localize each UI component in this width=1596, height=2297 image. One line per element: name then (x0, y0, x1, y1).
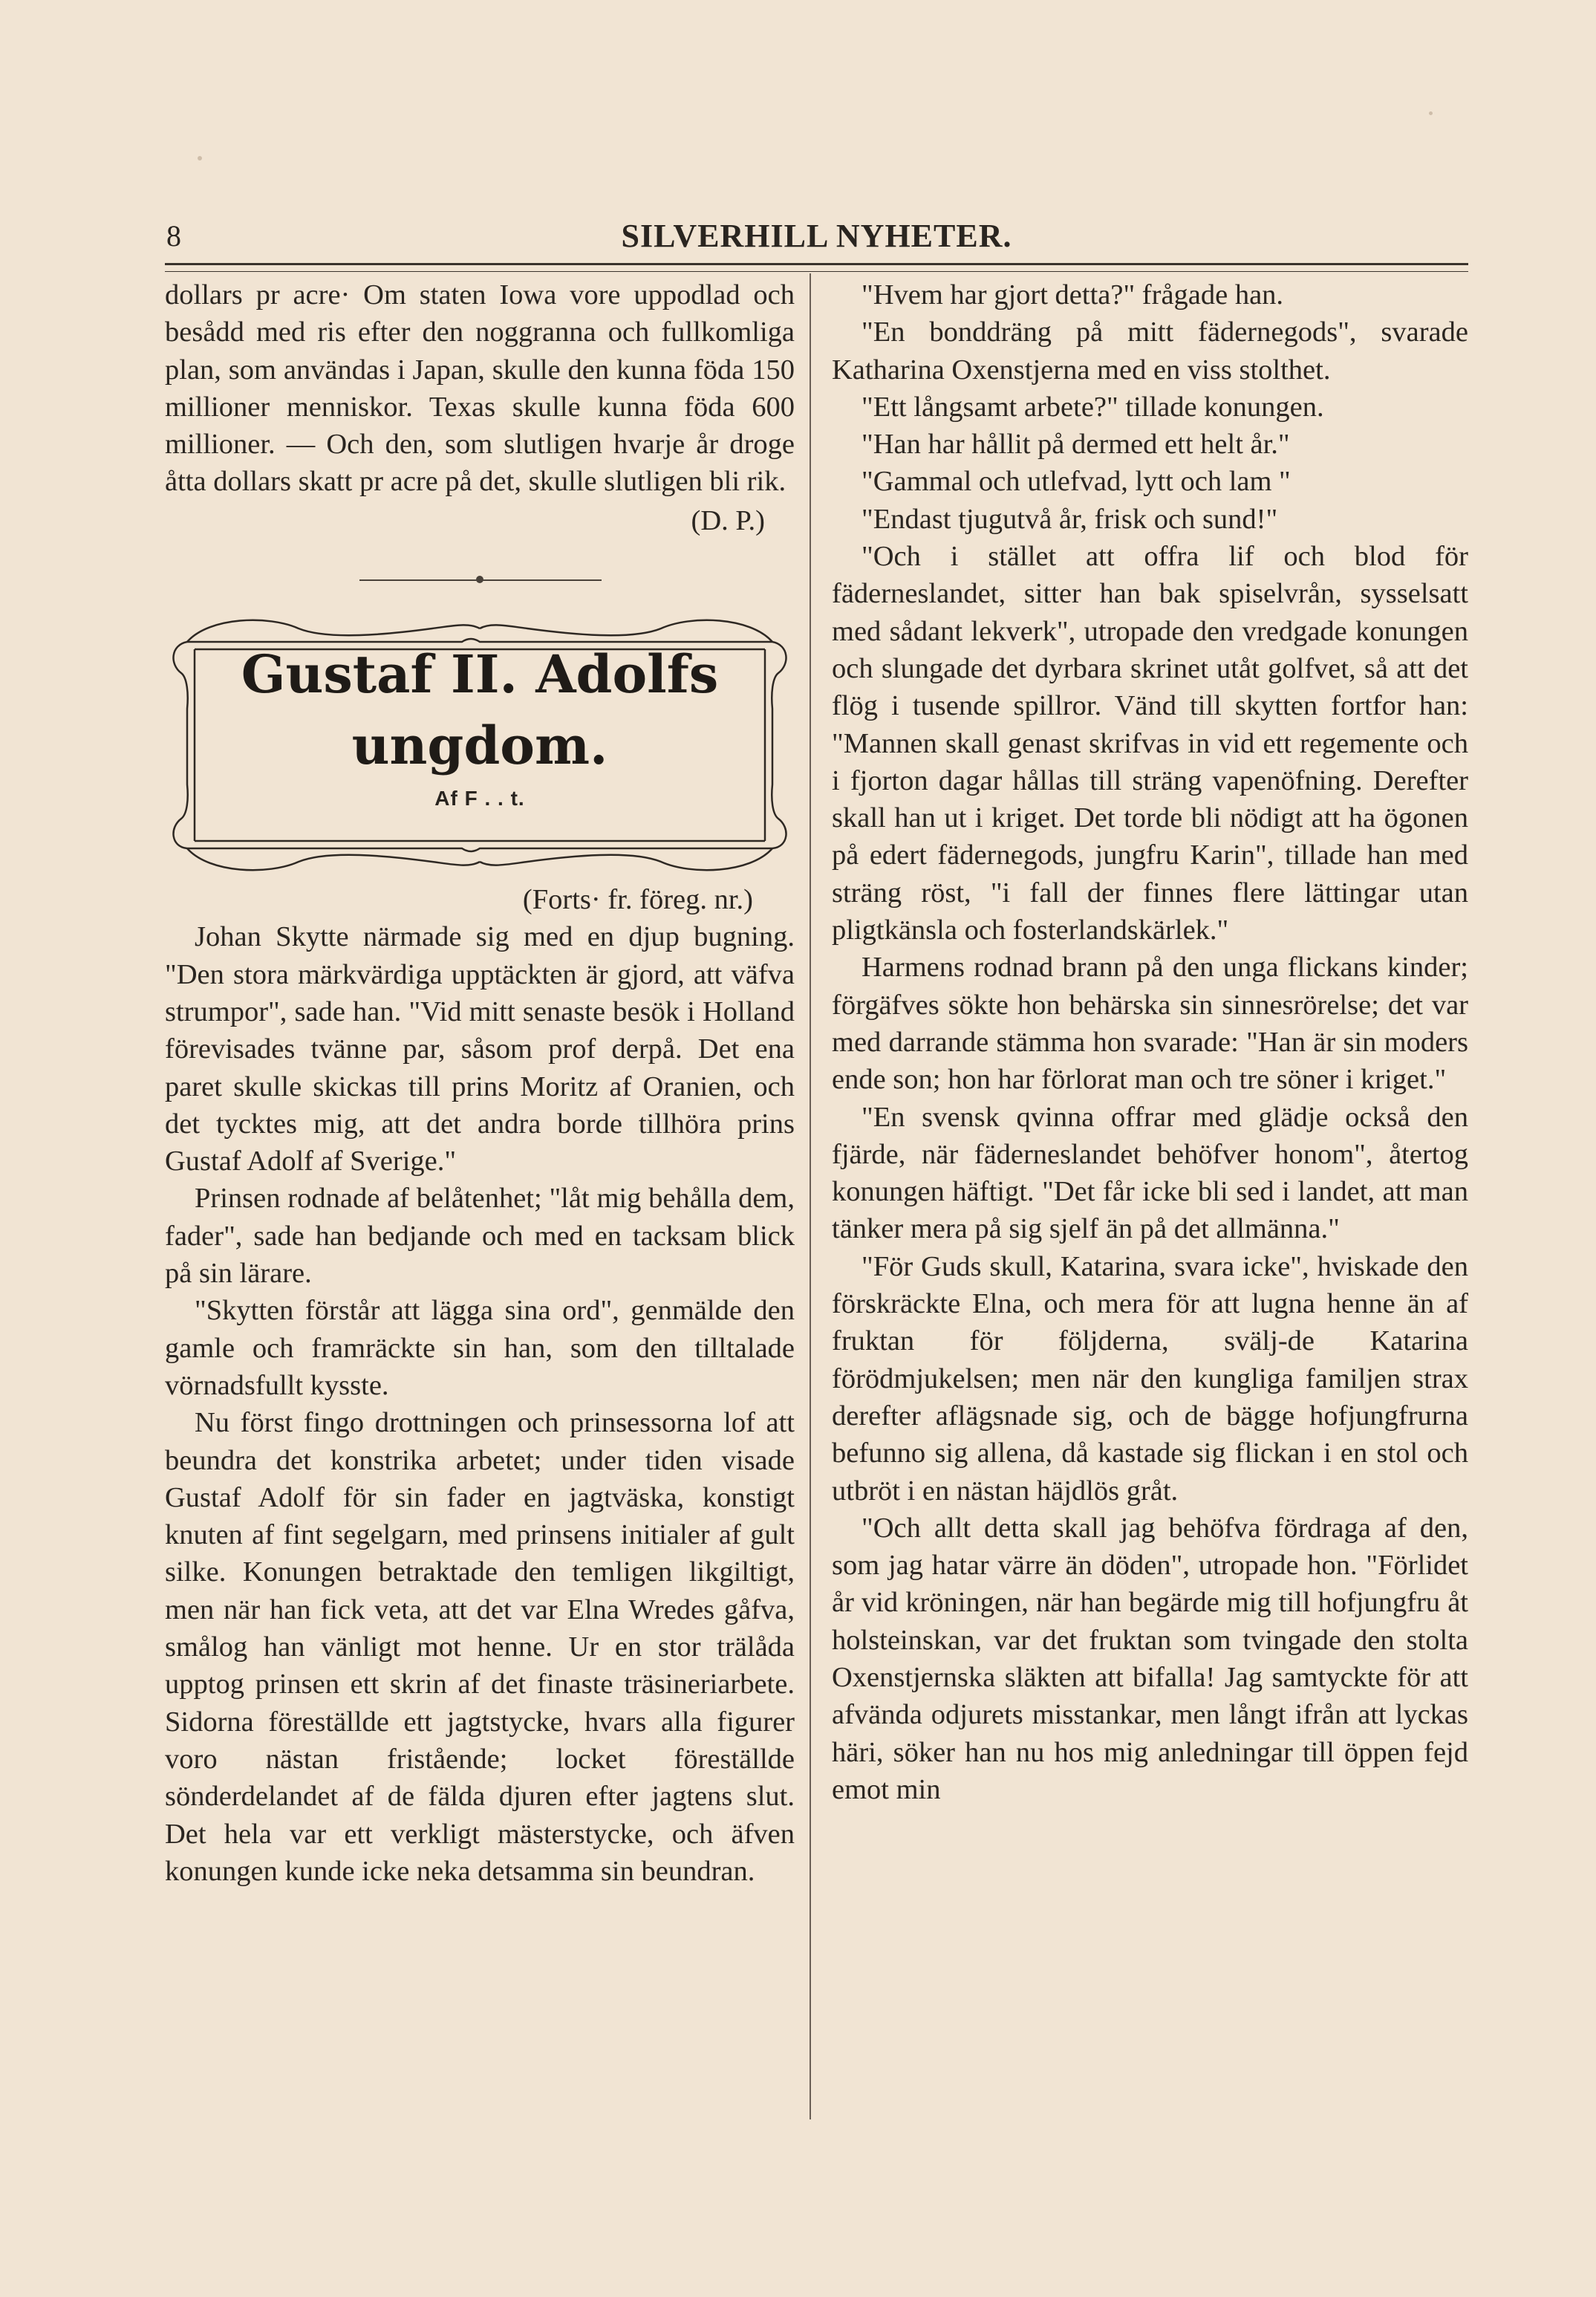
article-title (165, 639, 795, 782)
article-paragraph: Nu först fingo drottningen och prinsessorna lof att beundra det konstrika arbetet; under tiden visade Gustaf Adolf för sin fader en jagtväska, konstigt knuten af fint segelgarn, med prinsens initialer af gult silke. Konungen betraktade den temligen likgiltigt, men när han fick veta, att det var Elna Wredes gåfva, smålog han vänligt mot henne. Ur en stor trälåda upptog prinsen ett skrin af det finaste träsineriarbete. Sidorna föreställde ett jagtstycke, hvars alla figurer voro nästan fristående; locket föreställde sönderdelandet af de fälda djuren efter jagtens slut. Det hela var ett verkligt mästerstycke, och äfven konungen kunde icke neka detsamma sin beundran. (165, 1407, 795, 1887)
article-paragraph: "För Guds skull, Katarina, svara icke", hviskade den förskräckte Elna, och mera för att lugna henne än af fruktan för följderna, svälj-de Katarina förödmjukelsen; men när den kungliga familjen strax derefter aflägsnade sig, och de bägge hofjungfrurna befunno sig allena, då kastade sig flickan i en stol och utbröt i en nästan häjdlös gråt. (832, 1250, 1468, 1507)
intro-paragraph: dollars pr acre· Om staten Iowa vore uppodlad och besådd med ris efter den noggranna och fullkomliga plan, som användas i Japan, skulle den kunna föda 150 millioner menniskor. Texas skulle kunna föda 600 millioner. — Och den, som slutligen hvarje år droge åtta dollars skatt pr acre på det, skulle slutligen bli rik. (165, 279, 795, 498)
right-column (832, 276, 1468, 1808)
author-byline: Af F . . t. (434, 787, 525, 810)
article-paragraph: "Ett långsamt arbete?" tillade konungen. (861, 391, 1324, 423)
left-column (165, 276, 795, 1890)
publication-title: SILVERHILL NYHETER. (621, 218, 1012, 254)
article-paragraph: "Skytten förstår att lägga sina ord", genmälde den gamle och framräckte sin han, som den tilltalade vörnadsfullt kysste. (165, 1295, 795, 1401)
article-paragraph: "En bonddräng på mitt fädernegods", svarade Katharina Oxenstjerna med en viss stolthet. (832, 316, 1468, 386)
header-rule (165, 263, 1468, 272)
article-paragraph: "En svensk qvinna offrar med glädje också den fjärde, när fäderneslandet behöfver honom", återtog konungen häftigt. "Det får icke bli sed i landet, att man tänker mera på sig sjelf än på det allmänna." (832, 1101, 1468, 1245)
article-paragraph: Prinsen rodnade af belåtenhet; "låt mig behålla dem, fader", sade han bedjande och med en tacksam blick på sin lärare. (165, 1183, 795, 1290)
article-paragraph: "Gammal och utlefvad, lytt och lam " (861, 466, 1291, 498)
article-paragraph: "Hvem har gjort detta?" frågade han. (861, 279, 1284, 311)
page-header (165, 214, 1468, 257)
article-paragraph: "Och i stället att offra lif och blod för fäderneslandet, sitter han bak spiselvrån, sysselsatt med sådant lekverk", utropade den vredgade konungen och slungade det dyrbara skrinet utåt golfvet, så att det flög i tusende spillror. Vänd till skytten fortfor han: "Mannen skall genast skrifvas in vid ett regemente och i fjorton dagar hållas till sträng vapenöfning. Derefter skall han ut i kriget. Det torde bli nödigt att ha ögonen på edert fädernegods, jungfru Karin", tillade han med sträng röst, "i fall der finnes flere lättingar utan pligtkänsla och fosterlandskärlek." (832, 541, 1468, 946)
article-paragraph: Johan Skytte närmade sig med en djup bugning. "Den stora märkvärdiga upptäckten är gjord, att väfva strumpor", sade han. "Vid mitt senaste besök i Holland förevisades tvänne par, såsom prof derpå. Det ena paret skulle skickas till prins Moritz af Oranien, och det tycktes mig, att det andra borde tillhöra prins Gustaf Adolf af Sverige." (165, 921, 795, 1177)
column-divider (810, 273, 811, 2119)
signature: (D. P.) (691, 504, 765, 536)
article-title-line1: Gustaf II. Adolfs (241, 643, 719, 706)
article-paragraph: Harmens rodnad brann på den unga flickans kinder; förgäfves sökte hon behärska sin sinnesrörelse; det var med darrande stämma hon svarade: "Han är sin moders ende son; hon har förlorat man och tre söner i kriget." (832, 952, 1468, 1096)
page-number: 8 (166, 219, 181, 253)
section-separator (165, 539, 795, 612)
paper-spot (1429, 111, 1433, 115)
article-paragraph: "Endast tjugutvå år, frisk och sund!" (861, 503, 1278, 535)
article-title-frame (165, 612, 795, 881)
article-title-line2: ungdom. (351, 715, 608, 777)
separator-dot (476, 576, 483, 583)
article-paragraph: "Han har hållit på dermed ett helt år." (861, 429, 1290, 461)
continuation-note: (Forts· fr. föreg. nr.) (522, 884, 753, 916)
paper-spot (198, 156, 202, 160)
article-paragraph: "Och allt detta skall jag behöfva fördraga af den, som jag hatar värre än döden", utropade hon. "Förlidet år vid kröningen, när han begärde mig till hofjungfru åt holsteinskan, var det fruktan som tvingade den stolta Oxenstjernska släkten att bifalla! Jag samtyckte för att afvända odjurets misstankar, men långt ifrån att lyckas häri, söker han nu hos mig anledningar till öppen fejd emot min (832, 1512, 1468, 1805)
